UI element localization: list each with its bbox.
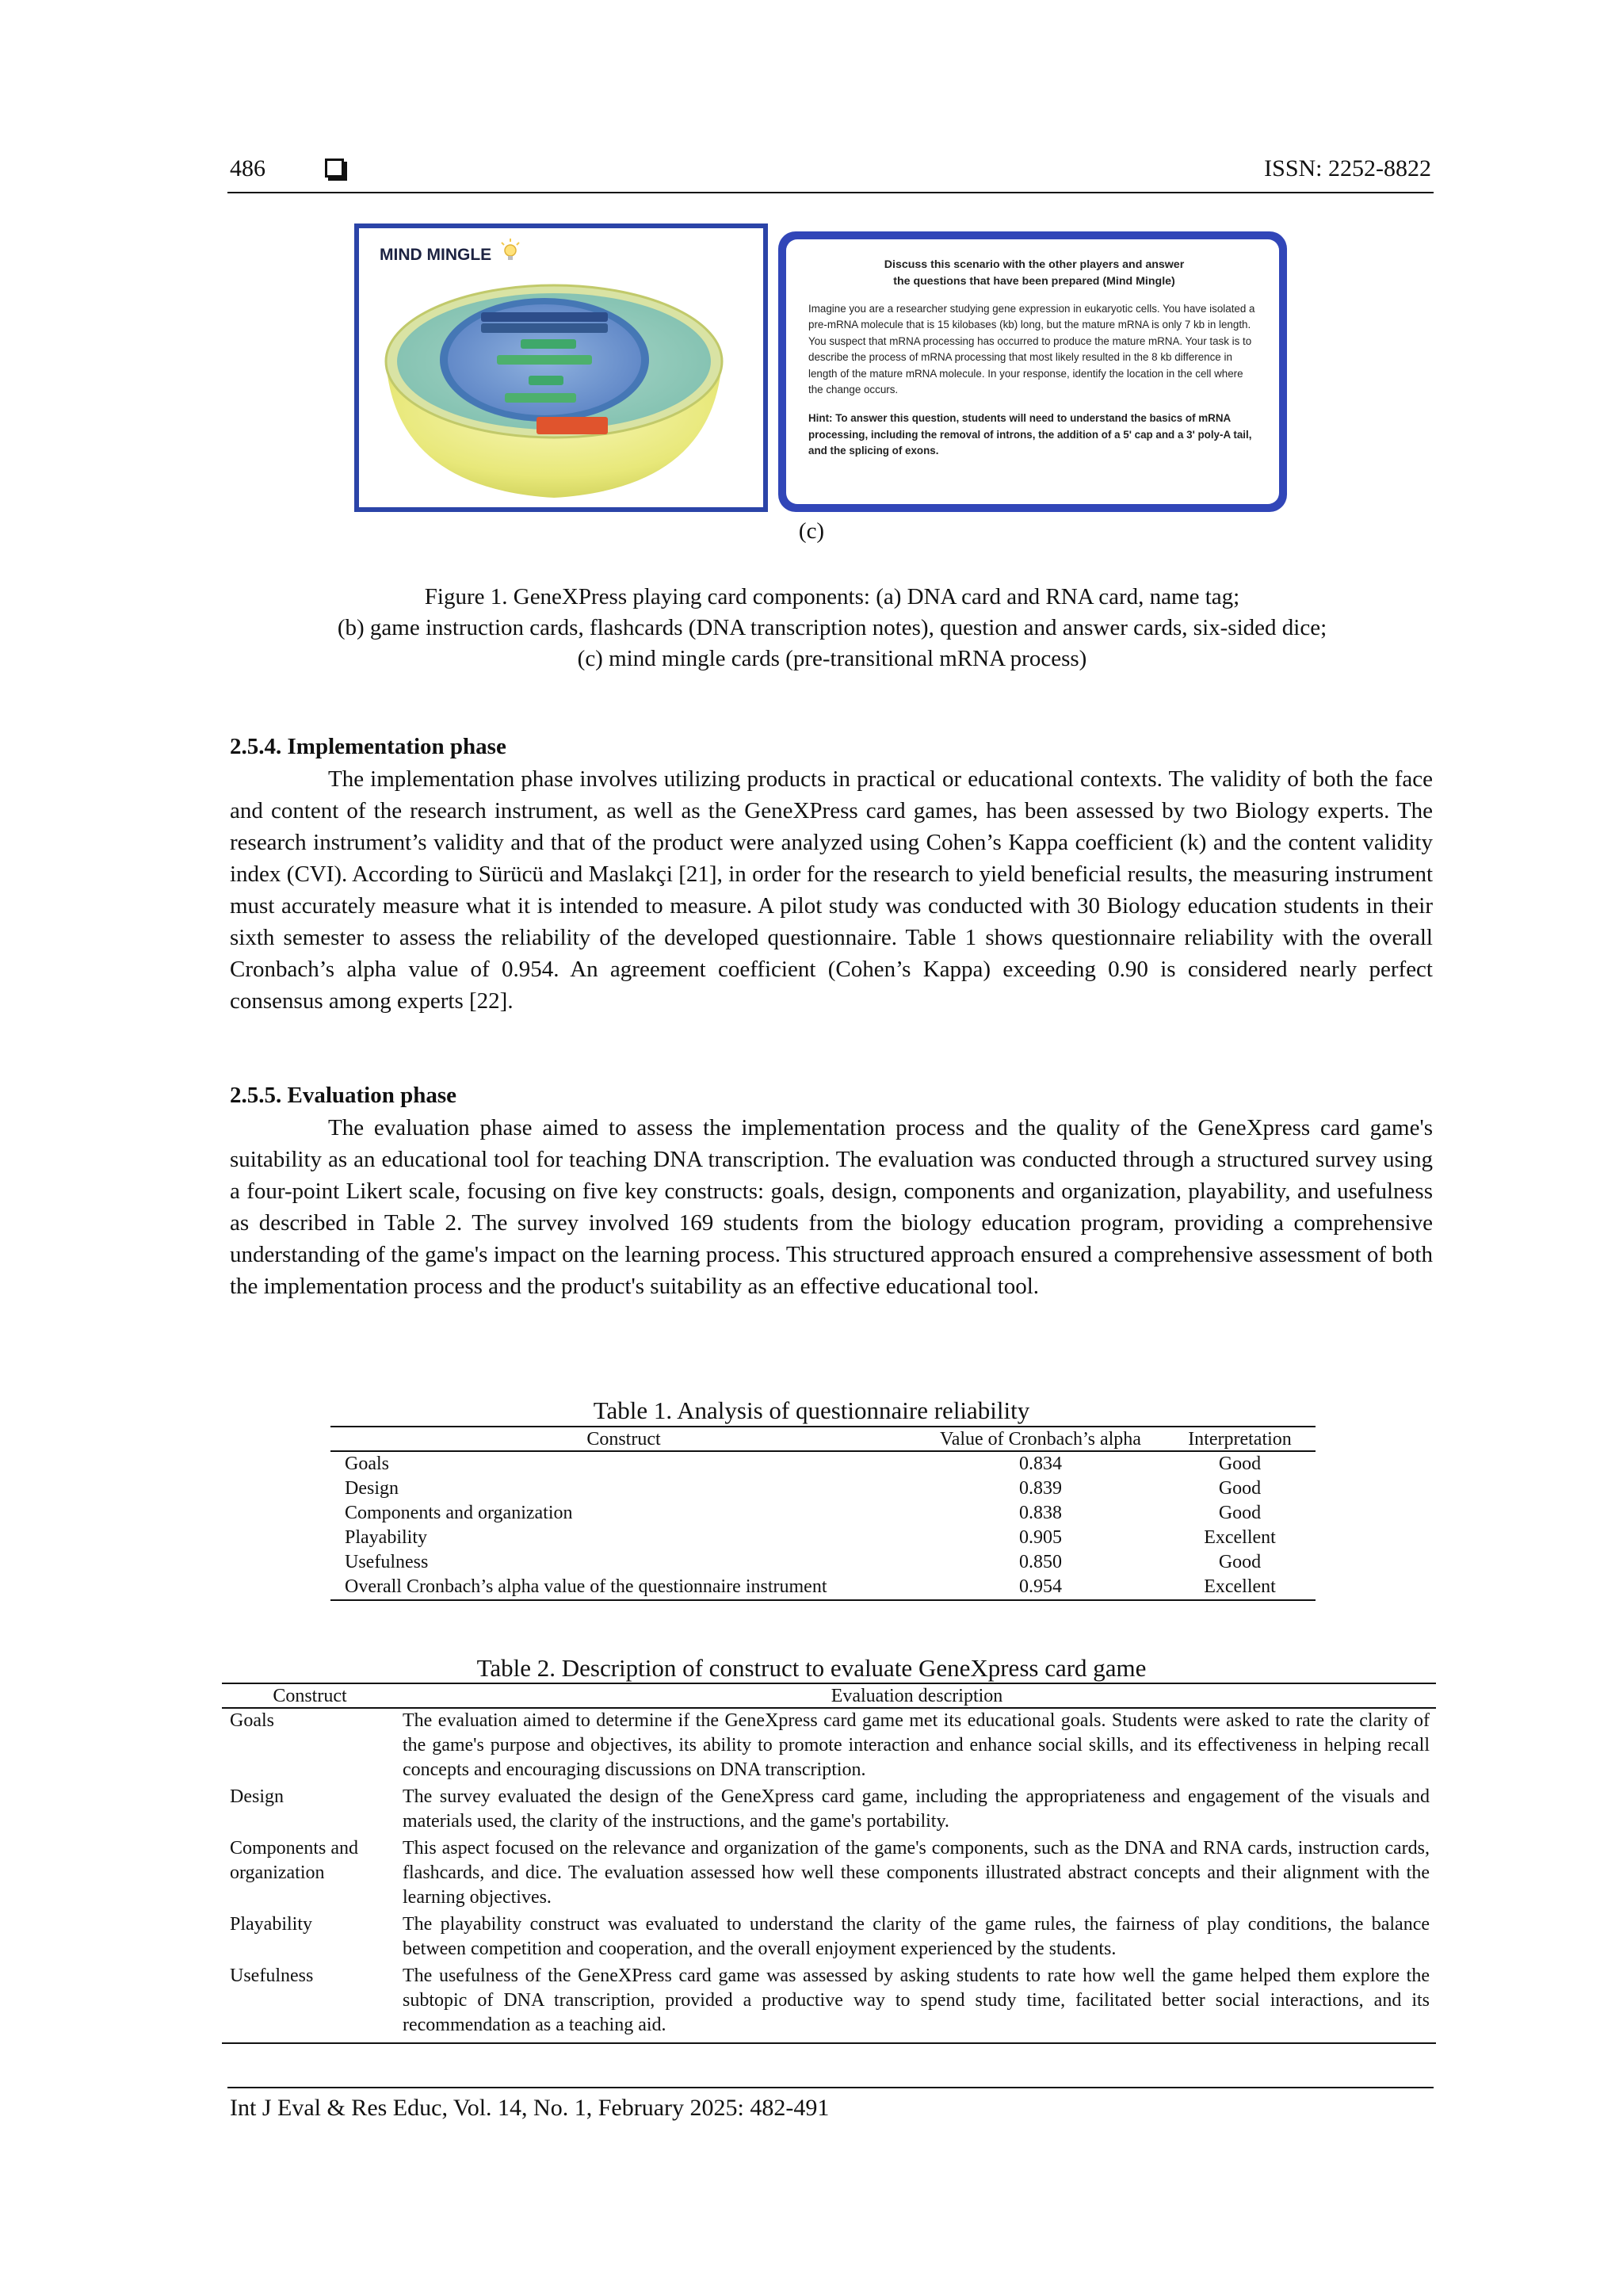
table-row (222, 1912, 1436, 1964)
dna-strand (481, 312, 608, 322)
column-header: Value of Cronbach’s alpha (917, 1427, 1164, 1451)
table-cell: Good (1218, 1503, 1262, 1523)
caption-line: (c) mind mingle cards (pre-transitional mRNA process) (577, 646, 1087, 671)
table-cell: Components and organization (230, 1838, 358, 1883)
table-cell: Usefulness (345, 1552, 429, 1572)
mrna-strand (505, 393, 576, 403)
table-cell: Playability (230, 1914, 312, 1935)
table-row (222, 1785, 1436, 1836)
section-heading-evaluation: 2.5.5. Evaluation phase (230, 1083, 457, 1108)
heading-line: the questions that have been prepared (Mind Mingle) (893, 275, 1175, 288)
table-cell: Excellent (1164, 1575, 1316, 1600)
column-header: Construct (330, 1427, 917, 1451)
section-body-implementation: The implementation phase involves utilizing products in practical or educational contexts. The validity of both the face and content of the research instrument, as well as the GeneXPress card games, has been assessed by two Biology experts. The research instrument’s validity and that of the product were analyzed using Cohen’s Kappa coefficient (k) and the content validity index (CVI). According to Sürücü and Maslakçi [21], in order for the research to yield beneficial results, the measuring instrument must accurately measure what it is intended to measure. A pilot study was conducted with 30 Biology education students in their sixth semester to assess the reliability of the developed questionnaire. Table 1 shows questionnaire reliability with the overall Cronbach’s alpha value of 0.954. An agreement coefficient (Cohen’s Kappa) exceeding 0.90 is considered nearly perfect consensus among experts [22]. (230, 766, 1433, 1014)
mind-mingle-heading (808, 257, 1260, 290)
table-row (330, 1501, 1316, 1526)
table-row (330, 1451, 1316, 1477)
table-cell: The playability construct was evaluated to understand the clarity of the game rules, the fairness of play conditions, the balance between competition and cooperation, and the overall enjoyment experienced by the students. (403, 1914, 1430, 1959)
mind-mingle-title: MIND MINGLE (380, 246, 492, 264)
column-header: Evaluation description (398, 1683, 1436, 1708)
table-cell: Goals (345, 1454, 389, 1474)
table-cell: 0.905 (1019, 1527, 1062, 1548)
heading-line: Discuss this scenario with the other players and answer (884, 258, 1185, 271)
caption-line: (b) game instruction cards, flashcards (DNA transcription notes), question and answer cards, six-sided dice; (337, 615, 1327, 640)
column-header: Construct (222, 1683, 398, 1708)
section-heading-implementation: 2.5.4. Implementation phase (230, 734, 506, 759)
table-cell: Usefulness (222, 1964, 398, 2043)
dna-strand (481, 323, 608, 333)
table-cell: 0.850 (1019, 1552, 1062, 1572)
lightbulb-icon (498, 238, 522, 265)
table-cell: This aspect focused on the relevance and organization of the game's components, such as the DNA and RNA cards, instruction cards, flashcards, and dice. The evaluation assessed how well these components illustrated abstract concepts and their alignment with the learning objectives. (403, 1838, 1430, 1908)
figure-sublabel: (c) (798, 518, 825, 544)
table-row (330, 1575, 1316, 1600)
mind-mingle-card-front (354, 223, 768, 512)
table-cell: The survey evaluated the design of the GeneXpress card game, including the appropriateness and engagement of the visuals and materials used, the clarity of the instructions, and the game's portability. (403, 1786, 1430, 1832)
mrna-box (529, 376, 563, 385)
caption-line: Figure 1. GeneXPress playing card components: (a) DNA card and RNA card, name tag; (424, 584, 1240, 609)
construct-description-table (222, 1683, 1436, 2044)
table-header-row (330, 1427, 1316, 1451)
table-cell: Good (1218, 1454, 1262, 1474)
pre-mrna-box (497, 355, 592, 365)
table-cell: 0.834 (1019, 1454, 1062, 1474)
table-cell: The usefulness of the GeneXPress card game was assessed by asking students to rate how well the game helped them explore the subtopic of DNA transcription, provided a productive way to spend study time, facilitated better social interactions, and its recommendation as a teaching aid. (398, 1964, 1436, 2043)
issn: ISSN: 2252-8822 (1264, 155, 1431, 181)
header-box-icon (325, 159, 344, 178)
header-rule (227, 192, 1434, 193)
table-cell: Design (345, 1478, 399, 1499)
section-body-evaluation: The evaluation phase aimed to assess the implementation process and the quality of the GeneXpress card game's suitability as an educational tool for teaching DNA transcription. The evaluation was conducted through a structured survey using a four-point Likert scale, focusing on five key constructs: goals, design, components and organization, playability, and usefulness as described in Table 2. The survey involved 169 students from the biology education program, providing a comprehensive understanding of the game's impact on the learning process. This structured approach ensured a comprehensive assessment of both the implementation process and the product's suitability as an effective educational tool. (230, 1115, 1433, 1299)
table-cell: 0.839 (1019, 1478, 1062, 1499)
table-cell: 0.954 (917, 1575, 1164, 1600)
page-number: 486 (230, 155, 265, 181)
table-cell: Overall Cronbach’s alpha value of the questionnaire instrument (330, 1575, 917, 1600)
cell-diagram (364, 266, 760, 504)
table-cell: Components and organization (345, 1503, 573, 1523)
table-cell: Good (1218, 1552, 1262, 1572)
table-row (330, 1477, 1316, 1501)
mind-mingle-scenario: Imagine you are a researcher studying gene expression in eukaryotic cells. You have isolated a pre-mRNA molecule that is 15 kilobases (kb) long, but the mature mRNA is only 7 kb in length. You suspect that mRNA processing has occurred to produce the mature mRNA. Your task is to describe the process of mRNA processing that most likely resulted in the 8 kb difference in length of the mature mRNA molecule. In your response, identify the location in the cell where the change occurs. (808, 303, 1255, 396)
reliability-table (330, 1426, 1316, 1601)
table-cell: Good (1218, 1478, 1262, 1499)
table-cell: Playability (345, 1527, 427, 1548)
table-row (222, 1708, 1436, 1785)
table-row (330, 1550, 1316, 1575)
table-row (222, 1836, 1436, 1912)
transcription-label-box (521, 339, 576, 349)
table-cell: 0.838 (1019, 1503, 1062, 1523)
mind-mingle-card-back (778, 231, 1287, 512)
column-header: Interpretation (1164, 1427, 1316, 1451)
table-row (330, 1526, 1316, 1550)
export-label-box (537, 417, 608, 434)
mind-mingle-hint: Hint: To answer this question, students will need to understand the basics of mRNA processing, including the removal of introns, the addition of a 5' cap and a 3' poly-A tail, and the splicing of exons. (808, 412, 1252, 457)
table-cell: Excellent (1204, 1527, 1276, 1548)
table1-caption: Table 1. Analysis of questionnaire reliability (593, 1396, 1030, 1424)
footer-citation: Int J Eval & Res Educ, Vol. 14, No. 1, February 2025: 482-491 (230, 2095, 830, 2121)
mind-mingle-card-content (786, 239, 1279, 504)
table-cell: Design (230, 1786, 284, 1807)
table-cell: Goals (230, 1710, 274, 1731)
table-header-row (222, 1683, 1436, 1708)
table-row (222, 1964, 1436, 2043)
table2-caption: Table 2. Description of construct to evaluate GeneXpress card game (476, 1654, 1147, 1682)
figure-caption (230, 582, 1434, 674)
footer-rule (227, 2087, 1434, 2088)
table-cell: The evaluation aimed to determine if the GeneXpress card game met its educational goals. Students were asked to rate the clarity of the game's purpose and objectives, its ability to promote interaction and enhance social skills, and its effectiveness in helping recall concepts and encouraging discussions on DNA transcription. (403, 1710, 1430, 1780)
